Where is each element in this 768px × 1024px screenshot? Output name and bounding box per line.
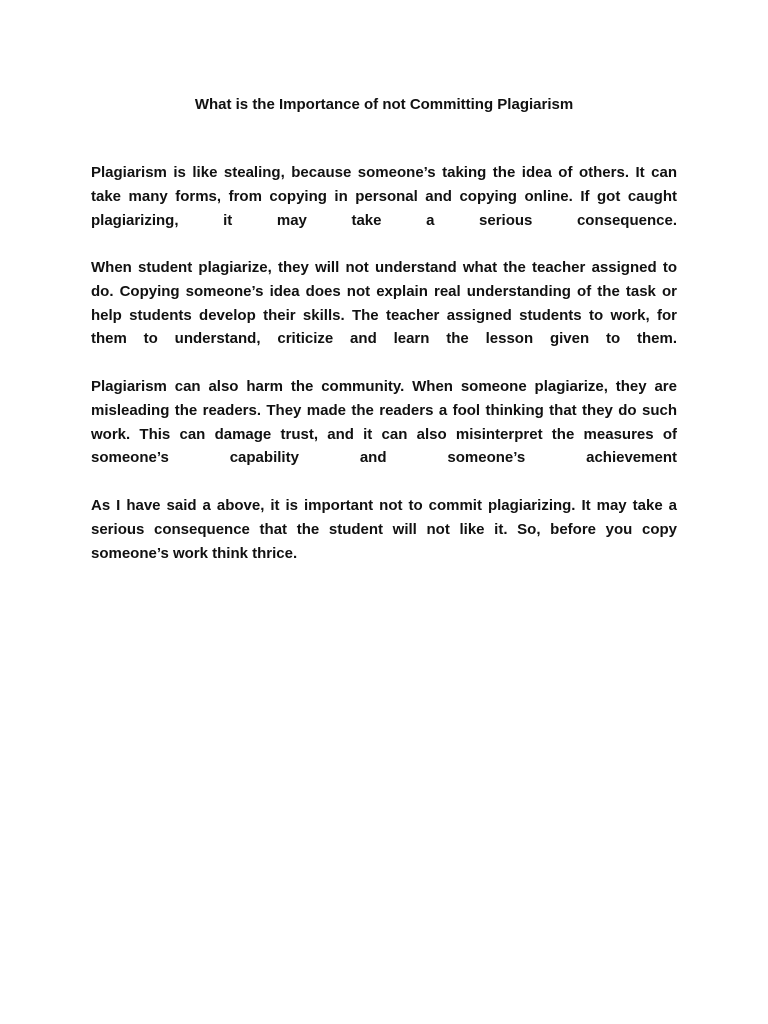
paragraph-2 (91, 256, 677, 351)
paragraph-1 (91, 161, 677, 232)
paragraph-text: As I have said a above, it is important not to commit plagiarizing. It may take a serious consequence that the student will not like it. So, before you copy someone’s work think thrice. (91, 497, 677, 562)
paragraph-text: When student plagiarize, they will not understand what the teacher assigned to do. Copying someone’s idea does not explain real understanding of the task or help students develop their skills. The teacher assigned students to work, for them to understand, criticize and learn the lesson given to them. (91, 259, 677, 348)
paragraph-4 (91, 494, 677, 565)
paragraph-text: Plagiarism can also harm the community. When someone plagiarize, they are misleading the readers. They made the readers a fool thinking that they do such work. This can damage trust, and it can also misinterpret the measures of someone’s capability and someone’s achievement (91, 378, 677, 467)
paragraph-3 (91, 375, 677, 470)
paragraph-text: Plagiarism is like stealing, because someone’s taking the idea of others. It can take many forms, from copying in personal and copying online. If got caught plagiarizing, it may take a serious consequence. (91, 164, 677, 229)
document-title: What is the Importance of not Committing Plagiarism (194, 96, 574, 113)
